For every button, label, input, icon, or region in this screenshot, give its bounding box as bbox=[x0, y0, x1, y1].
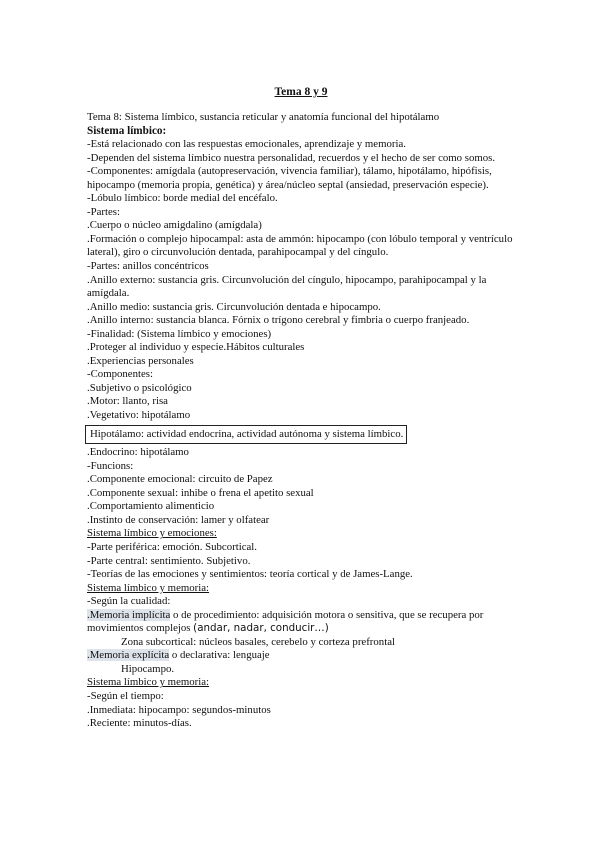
text-line: .Motor: llanto, risa bbox=[87, 395, 168, 408]
text-line: -Finalidad: (Sistema límbico y emociones) bbox=[87, 327, 272, 340]
text-line: .Reciente: minutos-días. bbox=[87, 717, 192, 730]
text-line: -Partes: anillos concéntricos bbox=[87, 260, 209, 273]
text-line: .Comportamiento alimenticio bbox=[87, 500, 215, 513]
section-heading: Sistema límbico: bbox=[87, 124, 167, 137]
text-line: -Componentes: amígdala (autopreservación, vivencia familiar), tálamo, hipotálamo, hipófisis, hipocampo (memoria propia, genética) y área/núcleo septal (ansiedad, preservación especie). bbox=[87, 165, 492, 191]
text-line: -Según la cualidad: bbox=[87, 595, 171, 608]
highlighted-term: .Memoria explícita bbox=[87, 649, 170, 662]
text-line: -Está relacionado con las respuestas emocionales, aprendizaje y memoria. bbox=[87, 138, 406, 151]
text-line: .Anillo externo: sustancia gris. Circunvolución del cíngulo, hipocampo, parahipocampal y la amígdala. bbox=[87, 273, 487, 300]
text-line: .Subjetivo o psicológico bbox=[87, 381, 192, 394]
section-heading-underlined: Sistema límbico y memoria: bbox=[87, 676, 210, 689]
text-line: -Lóbulo límbico: borde medial del encéfalo. bbox=[87, 192, 278, 205]
boxed-note-row bbox=[87, 423, 527, 447]
text-line: -Teorías de las emociones y sentimientos: teoría cortical y de James-Lange. bbox=[87, 568, 413, 581]
text-line: .Cuerpo o núcleo amigdalino (amígdala) bbox=[87, 219, 262, 232]
text-line: -Según el tiempo: bbox=[87, 689, 164, 702]
text-line: -Dependen del sistema límbico nuestra personalidad, recuerdos y el hecho de ser como somos. bbox=[87, 151, 496, 164]
text-line: .Componente emocional: circuito de Papez bbox=[87, 473, 273, 486]
section-heading-underlined: Sistema límbico y memoria: bbox=[87, 581, 210, 594]
subtitle-line: Tema 8: Sistema límbico, sustancia reticular y anatomía funcional del hipotálamo bbox=[87, 111, 440, 123]
text-line: .Formación o complejo hipocampal: asta de ammón: hipocampo (con lóbulo temporal y ventrículo lateral), giro o circunvolución dentada, parahipocampal y del cíngulo. bbox=[87, 232, 513, 259]
handwritten-note: (andar, nadar, conducir…) bbox=[193, 622, 329, 635]
text-line: .Instinto de conservación: lamer y olfatear bbox=[87, 513, 270, 526]
text-line: -Parte central: sentimiento. Subjetivo. bbox=[87, 554, 251, 567]
text-line-mixed bbox=[87, 649, 527, 663]
text-line: -Parte periférica: emoción. Subcortical. bbox=[87, 540, 257, 553]
text-line: .Proteger al individuo y especie.Hábitos culturales bbox=[87, 341, 305, 354]
page-title: Tema 8 y 9 bbox=[274, 86, 328, 98]
boxed-note: Hipotálamo: actividad endocrina, actividad autónoma y sistema límbico. bbox=[85, 425, 407, 445]
text-line: .Endocrino: hipotálamo bbox=[87, 446, 189, 459]
text-line-mixed bbox=[87, 609, 527, 636]
indented-line: Zona subcortical: núcleos basales, cerebelo y corteza prefrontal bbox=[121, 635, 395, 648]
text-segment: o declarativa: lenguaje bbox=[169, 649, 270, 662]
text-line: .Anillo interno: sustancia blanca. Fórnix o trígono cerebral y fimbria o cuerpo franjeado. bbox=[87, 314, 470, 327]
text-line: -Partes: bbox=[87, 205, 120, 218]
text-segment: o de procedimiento: adquisición motora o sensitiva, que se recupera por movimientos complejos bbox=[87, 608, 484, 635]
text-line: -Funcions: bbox=[87, 459, 134, 472]
text-line: .Anillo medio: sustancia gris. Circunvolución dentada e hipocampo. bbox=[87, 300, 381, 313]
text-line: -Componentes: bbox=[87, 368, 153, 381]
highlighted-term: .Memoria implícita bbox=[87, 608, 171, 621]
section-heading-underlined: Sistema límbico y emociones: bbox=[87, 527, 217, 540]
text-line: .Componente sexual: inhibe o frena el apetito sexual bbox=[87, 486, 314, 499]
document-body bbox=[87, 111, 527, 731]
text-line: .Vegetativo: hipotálamo bbox=[87, 409, 191, 422]
text-line: .Inmediata: hipocampo: segundos-minutos bbox=[87, 703, 271, 716]
text-line: .Experiencias personales bbox=[87, 354, 194, 367]
indented-line: Hipocampo. bbox=[121, 662, 175, 675]
